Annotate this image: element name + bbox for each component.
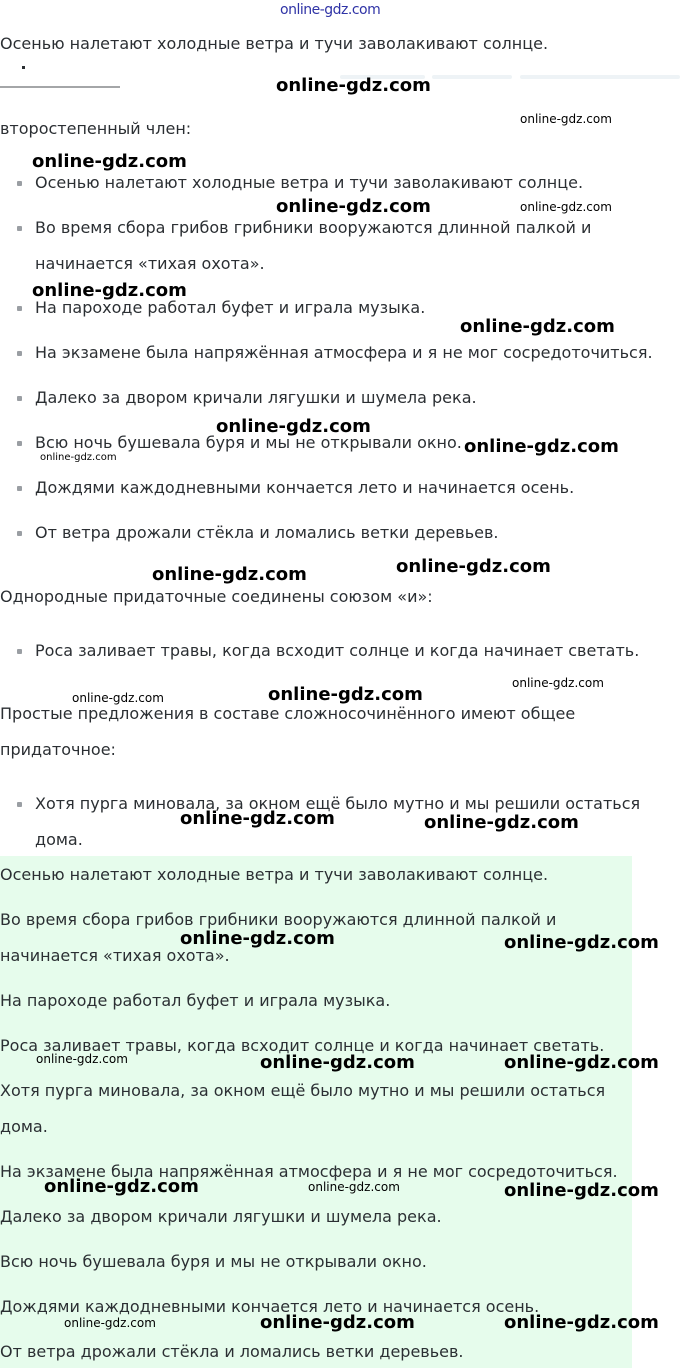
watermark: online-gdz.com <box>512 676 604 690</box>
watermark: online-gdz.com <box>424 812 579 833</box>
bullet-icon <box>17 226 22 231</box>
watermark: online-gdz.com <box>520 200 612 214</box>
section2-heading: Однородные придаточные соединены союзом «и»: <box>0 587 433 606</box>
watermark: online-gdz.com <box>460 316 615 337</box>
bullet-icon <box>17 396 22 401</box>
section3-heading: Простые предложения в составе сложносочинённого имеют общее <box>0 704 576 723</box>
section3-heading-cont: придаточное: <box>0 740 116 759</box>
watermark: online-gdz.com <box>32 280 187 301</box>
watermark: online-gdz.com <box>152 564 307 585</box>
watermark: online-gdz.com <box>504 1180 659 1201</box>
watermark: online-gdz.com <box>396 556 551 577</box>
watermark: online-gdz.com <box>268 684 423 705</box>
watermark: online-gdz.com <box>40 452 117 463</box>
watermark: online-gdz.com <box>180 928 335 949</box>
bullet-icon <box>17 802 22 807</box>
bullet-icon <box>17 441 22 446</box>
fade-strip <box>432 75 512 79</box>
bullet-icon <box>17 531 22 536</box>
answer-line: Осенью налетают холодные ветра и тучи заволакивают солнце. <box>0 865 549 884</box>
watermark: online-gdz.com <box>64 1316 156 1330</box>
intro-line: Осенью налетают холодные ветра и тучи заволакивают солнце. <box>0 34 549 53</box>
answer-line: Дождями каждодневными кончается лето и начинается осень. <box>0 1297 540 1316</box>
bullet-icon <box>17 306 22 311</box>
answer-line: Во время сбора грибов грибники вооружаются длинной палкой и <box>0 910 557 929</box>
stray-dot <box>22 66 25 69</box>
watermark: online-gdz.com <box>276 75 431 96</box>
bullet-icon <box>17 351 22 356</box>
bullet-icon <box>17 181 22 186</box>
bullet-icon <box>17 649 22 654</box>
watermark: online-gdz.com <box>36 1052 128 1066</box>
fade-strip <box>520 75 680 79</box>
answer-line: На пароходе работал буфет и играла музыка. <box>0 991 391 1010</box>
answer-line: Роса заливает травы, когда всходит солнце и когда начинает светать. <box>0 1036 605 1055</box>
watermark: online-gdz.com <box>32 151 187 172</box>
watermark: online-gdz.com <box>504 1312 659 1333</box>
watermark-top: online-gdz.com <box>280 2 381 18</box>
answer-line: дома. <box>0 1117 48 1136</box>
watermark: online-gdz.com <box>44 1176 199 1197</box>
answer-line: На экзамене была напряжённая атмосфера и я не мог сосредоточиться. <box>0 1162 618 1181</box>
watermark: online-gdz.com <box>260 1312 415 1333</box>
watermark: online-gdz.com <box>504 932 659 953</box>
bullet-icon <box>17 486 22 491</box>
watermark: online-gdz.com <box>216 416 371 437</box>
answer-line: Всю ночь бушевала буря и мы не открывали окно. <box>0 1252 427 1271</box>
watermark: online-gdz.com <box>180 808 335 829</box>
section1-heading: второстепенный член: <box>0 119 192 138</box>
watermark: online-gdz.com <box>72 691 164 705</box>
watermark: online-gdz.com <box>260 1052 415 1073</box>
watermark: online-gdz.com <box>464 436 619 457</box>
answer-line: От ветра дрожали стёкла и ломались ветки деревьев. <box>0 1342 464 1361</box>
answer-line: Далеко за двором кричали лягушки и шумела река. <box>0 1207 442 1226</box>
watermark: online-gdz.com <box>308 1180 400 1194</box>
watermark: online-gdz.com <box>276 196 431 217</box>
watermark: online-gdz.com <box>520 112 612 126</box>
answer-line: Хотя пурга миновала, за окном ещё было мутно и мы решили остаться <box>0 1081 606 1100</box>
answer-line: начинается «тихая охота». <box>0 946 230 965</box>
watermark: online-gdz.com <box>504 1052 659 1073</box>
